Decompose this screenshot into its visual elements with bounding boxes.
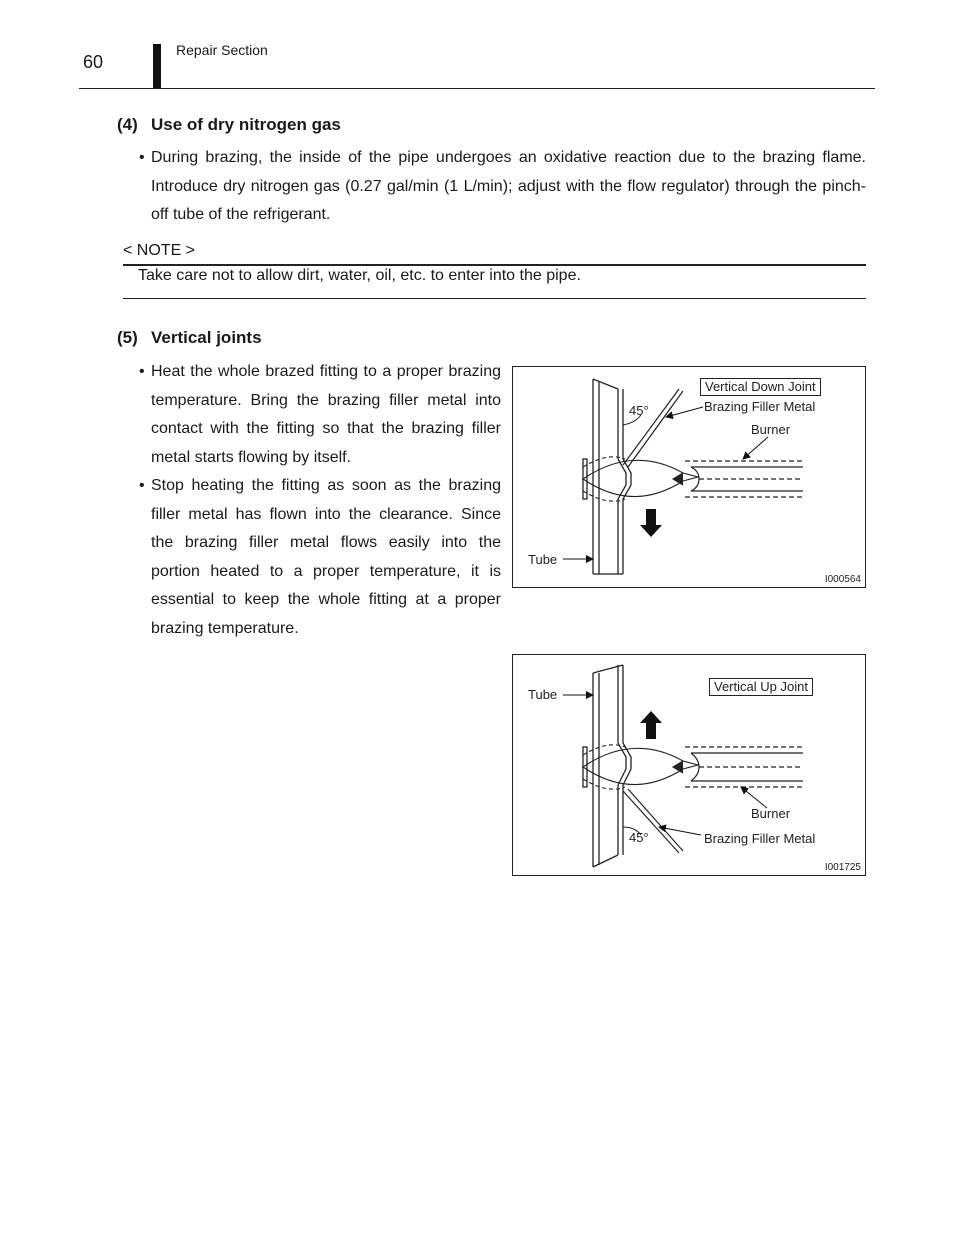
section-title: Repair Section (176, 42, 268, 58)
burner-shape (685, 461, 803, 497)
bullet-marker: • (139, 363, 145, 380)
section-4-bullet-text: During brazing, the inside of the pipe undergoes an oxidative reaction due to the brazing flame. Introduce dry nitrogen gas (0.27 gal/min (1 L/min); adjust with the flow regulator) through the pinch-off tube of the refrigerant. (151, 149, 866, 223)
filler-metal-label: Brazing Filler Metal (704, 399, 816, 414)
burner-label: Burner (751, 422, 791, 437)
filler-metal-label: Brazing Filler Metal (704, 831, 816, 846)
note-bottom-rule (123, 298, 866, 299)
flame-shape (583, 457, 698, 501)
flame-shape (583, 745, 698, 789)
section-5-bullet (139, 472, 501, 643)
angle-label: 45° (629, 403, 649, 418)
figure-title: Vertical Up Joint (709, 678, 813, 696)
section-5-bullet-text: Heat the whole brazed fitting to a proper brazing temperature. Bring the brazing filler metal into contact with the fitting so that the brazing filler metal starts flowing by itself. (151, 363, 501, 466)
section-5-bullet (139, 358, 501, 472)
page-number: 60 (83, 52, 104, 72)
bullet-marker: • (139, 477, 145, 494)
section-5-heading (117, 328, 262, 348)
up-arrow (640, 711, 662, 739)
bullet-marker: • (139, 149, 145, 166)
down-arrow (640, 509, 662, 537)
figure-vertical-down-joint (512, 366, 866, 588)
header-divider (79, 88, 875, 89)
burner-label: Burner (751, 806, 791, 821)
section-4-heading (117, 115, 341, 135)
section-5-number: (5) (117, 328, 138, 347)
figure-id: I000564 (824, 574, 861, 585)
tube-shape (583, 379, 631, 574)
angle-label: 45° (629, 830, 649, 845)
figure-vertical-up-joint (512, 654, 866, 876)
tube-label: Tube (528, 552, 558, 567)
tube-label: Tube (528, 687, 558, 702)
section-4-title: Use of dry nitrogen gas (151, 115, 341, 134)
note-top-rule (123, 264, 866, 266)
burner-shape (685, 747, 803, 787)
section-4-bullet (139, 144, 866, 230)
section-4-number: (4) (117, 115, 138, 134)
section-5-title: Vertical joints (151, 328, 262, 347)
figure-id: I001725 (824, 862, 861, 873)
section-5-bullet-list (139, 358, 501, 643)
section-5-bullet-text: Stop heating the fitting as soon as the brazing filler metal has flown into the clearance. Since the brazing filler metal flows easily into the portion heated to a proper temperature, it is essential to keep the whole fitting at a proper brazing temperature. (151, 477, 501, 637)
note-text: Take care not to allow dirt, water, oil, etc. to enter into the pipe. (138, 267, 581, 284)
note-label: < NOTE > (123, 242, 196, 259)
figure-title: Vertical Down Joint (700, 378, 821, 396)
filler-rod (623, 389, 683, 467)
header-bar (153, 44, 161, 88)
